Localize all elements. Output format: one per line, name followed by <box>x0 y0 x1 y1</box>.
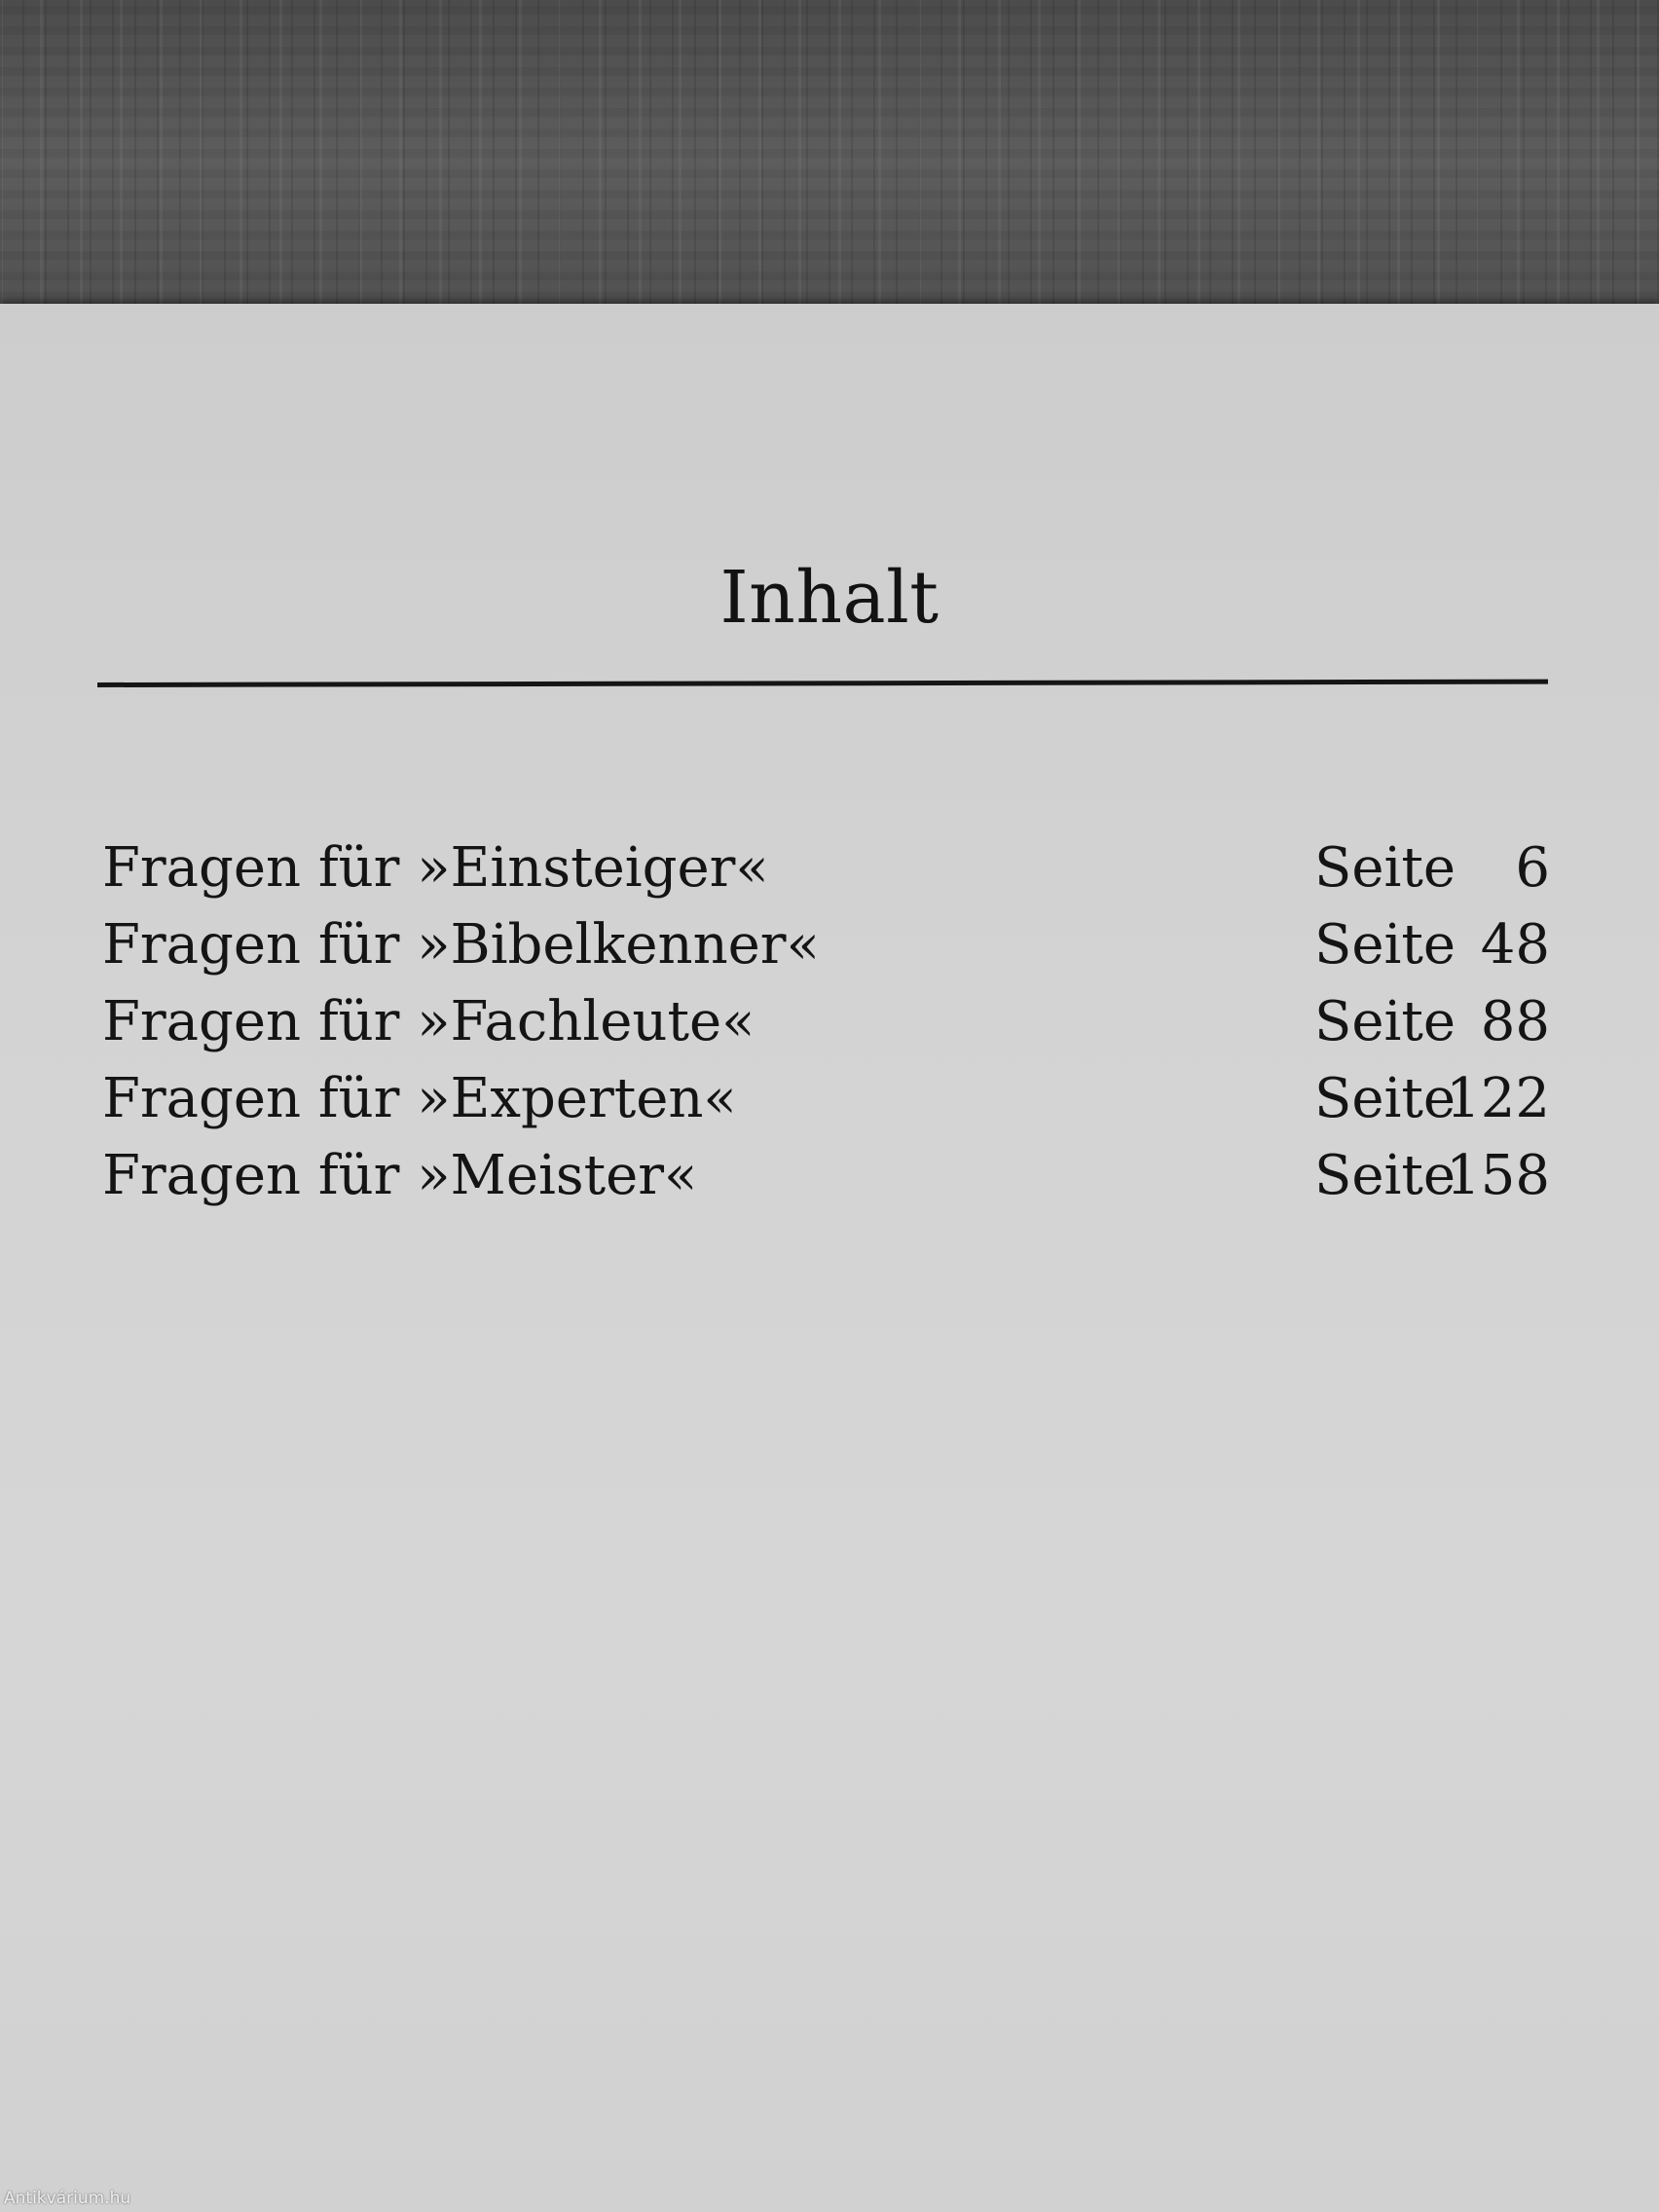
toc-entry-seite: Seite <box>1314 990 1456 1053</box>
toc-entry-page-number: 122 <box>1446 1067 1550 1130</box>
toc-entry-label: Fragen für »Fachleute« <box>102 990 756 1053</box>
toc-entry-label: Fragen für »Meister« <box>102 1144 698 1207</box>
wooden-backdrop <box>0 0 1659 321</box>
watermark-text: Antikvárium.hu <box>4 2189 131 2208</box>
book-page <box>0 304 1659 2212</box>
toc-entry <box>102 830 1550 907</box>
toc-entry-label: Fragen für »Einsteiger« <box>102 836 769 900</box>
toc-entry-seite: Seite <box>1314 836 1456 900</box>
title-rule <box>97 680 1548 687</box>
toc-entry-page-number: 48 <box>1480 913 1550 977</box>
toc-entry-label: Fragen für »Experten« <box>102 1067 737 1130</box>
toc-entry-page-number: 88 <box>1480 990 1550 1053</box>
toc-entry <box>102 983 1550 1061</box>
toc-entry-seite: Seite <box>1314 1144 1456 1207</box>
page-title: Inhalt <box>719 556 940 640</box>
toc-entry-page-number: 158 <box>1446 1144 1550 1207</box>
toc-entry <box>102 1137 1550 1215</box>
toc-entry-page-number: 6 <box>1515 836 1550 900</box>
toc-entry-label: Fragen für »Bibelkenner« <box>102 913 820 977</box>
toc-entry-seite: Seite <box>1314 1067 1456 1130</box>
toc-entry-seite: Seite <box>1314 913 1456 977</box>
toc-entry <box>102 906 1550 984</box>
toc-entry <box>102 1060 1550 1138</box>
